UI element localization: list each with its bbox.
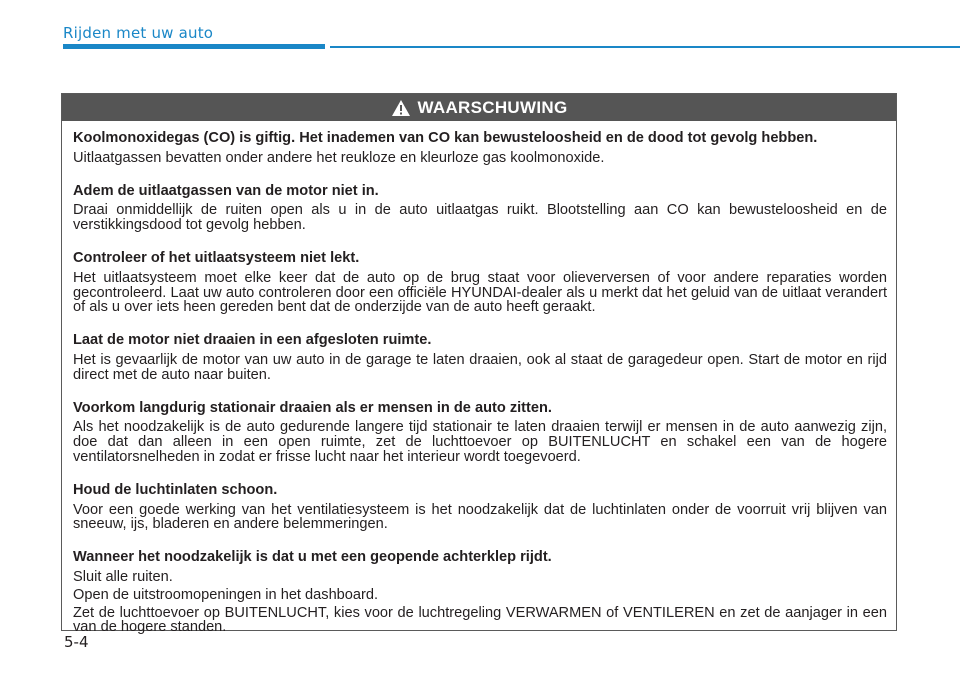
warning-header: [62, 94, 896, 121]
warning-block: [73, 333, 887, 382]
warning-block-title: Controleer of het uitlaatsysteem niet lekt.: [73, 249, 360, 266]
warning-paragraph: Sluit alle ruiten.: [73, 568, 173, 585]
warning-block: [73, 131, 887, 166]
warning-paragraph: Open de uitstroomopeningen in het dashboard.: [73, 586, 379, 603]
warning-block-text: [73, 203, 887, 233]
warning-block-title: Adem de uitlaatgassen van de motor niet in.: [73, 182, 379, 199]
warning-block-text: [73, 420, 887, 464]
warning-block: [73, 550, 887, 635]
page-number: 5-4: [64, 633, 89, 651]
warning-block-title: Koolmonoxidegas (CO) is giftig. Het inademen van CO kan bewusteloosheid en de dood tot gevolg hebben.: [73, 130, 818, 146]
warning-paragraph: Het is gevaarlijk de motor van uw auto in de garage te laten draaien, ook al staat de garagedeur open. Start de motor en rijd direct met de auto naar buiten.: [73, 351, 887, 383]
warning-block-text: [73, 271, 887, 315]
warning-paragraph: Uitlaatgassen bevatten onder andere het reukloze en kleurloze gas koolmonoxide.: [73, 149, 605, 166]
warning-block-title: Voorkom langdurig stationair draaien als er mensen in de auto zitten.: [73, 399, 552, 416]
warning-paragraph: Draai onmiddellijk de ruiten open als u in de auto uitlaatgas ruikt. Blootstelling aan CO kan bewusteloosheid en de verstikkingsdood tot gevolg hebben.: [73, 202, 887, 234]
header-bar-thick: [63, 44, 325, 49]
warning-paragraph: Als het noodzakelijk is de auto gedurende langere tijd stationair te laten draaien terwijl er mensen in de auto aanwezig zijn, doe dat dan alleen in een open ruimte, zet de luchttoevoer op BUITENLUCHT en schakel een van de hogere ventilatorsnelheden in zodat er frisse lucht naar het interieur wordt toegevoerd.: [73, 419, 887, 465]
warning-block-title: Houd de luchtinlaten schoon.: [73, 481, 278, 498]
warning-block-text: [73, 570, 887, 635]
warning-block-text: [73, 151, 887, 166]
warning-block-text: [73, 503, 887, 533]
warning-block: [73, 483, 887, 532]
header-bar-thin: [330, 46, 960, 48]
warning-box: [61, 93, 897, 636]
warning-block: [73, 401, 887, 465]
warning-paragraph: Zet de luchttoevoer op BUITENLUCHT, kies voor de luchtregeling VERWARMEN of VENTILEREN en zet de aanjager in een van de hogere standen.: [73, 604, 887, 636]
warning-block: [73, 251, 887, 315]
warning-paragraph: Het uitlaatsysteem moet elke keer dat de auto op de brug staat voor olieverversen of voor andere reparaties worden gecontroleerd. Laat uw auto controleren door een officiële HYUNDAI-dealer als u merkt dat het geluid van de uitlaat verandert of als u over iets heen gereden bent dat de onderzijde van de auto heeft geraakt.: [73, 269, 887, 316]
section-header: Rijden met uw auto: [63, 24, 214, 42]
warning-body: [62, 121, 896, 635]
warning-title: WAARSCHUWING: [417, 97, 568, 117]
warning-block-title: Laat de motor niet draaien in een afgesloten ruimte.: [73, 332, 432, 349]
warning-block-text: [73, 353, 887, 383]
warning-paragraph: Voor een goede werking van het ventilatiesysteem is het noodzakelijk dat de luchtinlaten onder de voorruit vrij blijven van sneeuw, ijs, bladeren en andere belemmeringen.: [73, 501, 887, 533]
warning-block: [73, 184, 887, 233]
warning-triangle-icon: [391, 99, 411, 117]
warning-block-title: Wanneer het noodzakelijk is dat u met een geopende achterklep rijdt.: [73, 549, 552, 566]
